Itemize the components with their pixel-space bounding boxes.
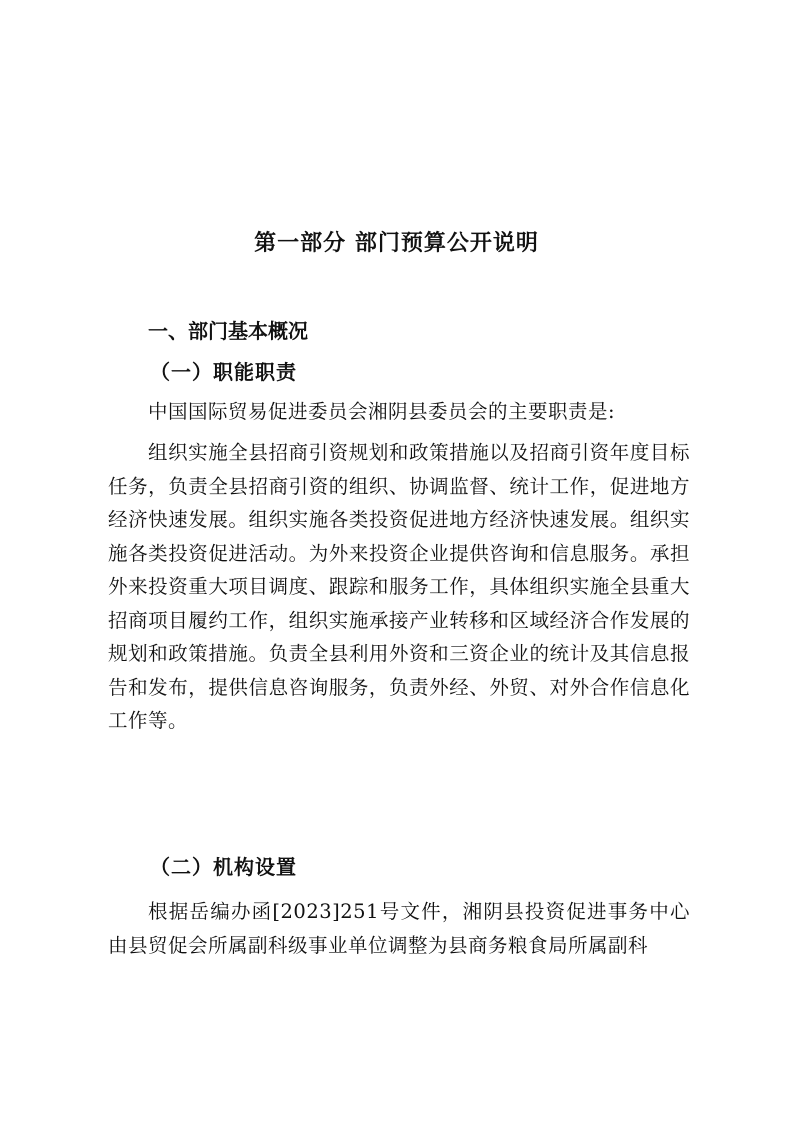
duties-intro-paragraph: 中国国际贸易促进委员会湘阴县委员会的主要职责是: (148, 400, 616, 423)
organization-body-paragraph: 根据岳编办函[2023]251号文件，湘阴县投资促进事务中心由县贸促会所属副科级事业单位调整为县商务粮食局所属副科 (108, 900, 690, 957)
subsection-heading-organization: （二）机构设置 (150, 855, 297, 879)
page-title: 第一部分 部门预算公开说明 (254, 231, 539, 256)
section-heading-basic-overview: 一、部门基本概况 (148, 319, 308, 343)
duties-body-paragraph: 组织实施全县招商引资规划和政策措施以及招商引资年度目标任务，负责全县招商引资的组织、协调监督、统计工作，促进地方经济快速发展。组织实施各类投资促进地方经济快速发展。组织实施各类投资促进活动。为外来投资企业提供咨询和信息服务。承担外来投资重大项目调度、跟踪和服务工作，具体组织实施全县重大招商项目履约工作，组织实施承接产业转移和区域经济合作发展的规划和政策措施。负责全县利用外资和三资企业的统计及其信息报告和发布，提供信息咨询服务，负责外经、外贸、对外合作信息化工作等。 (108, 441, 690, 732)
subsection-heading-duties: （一）职能职责 (150, 360, 297, 384)
